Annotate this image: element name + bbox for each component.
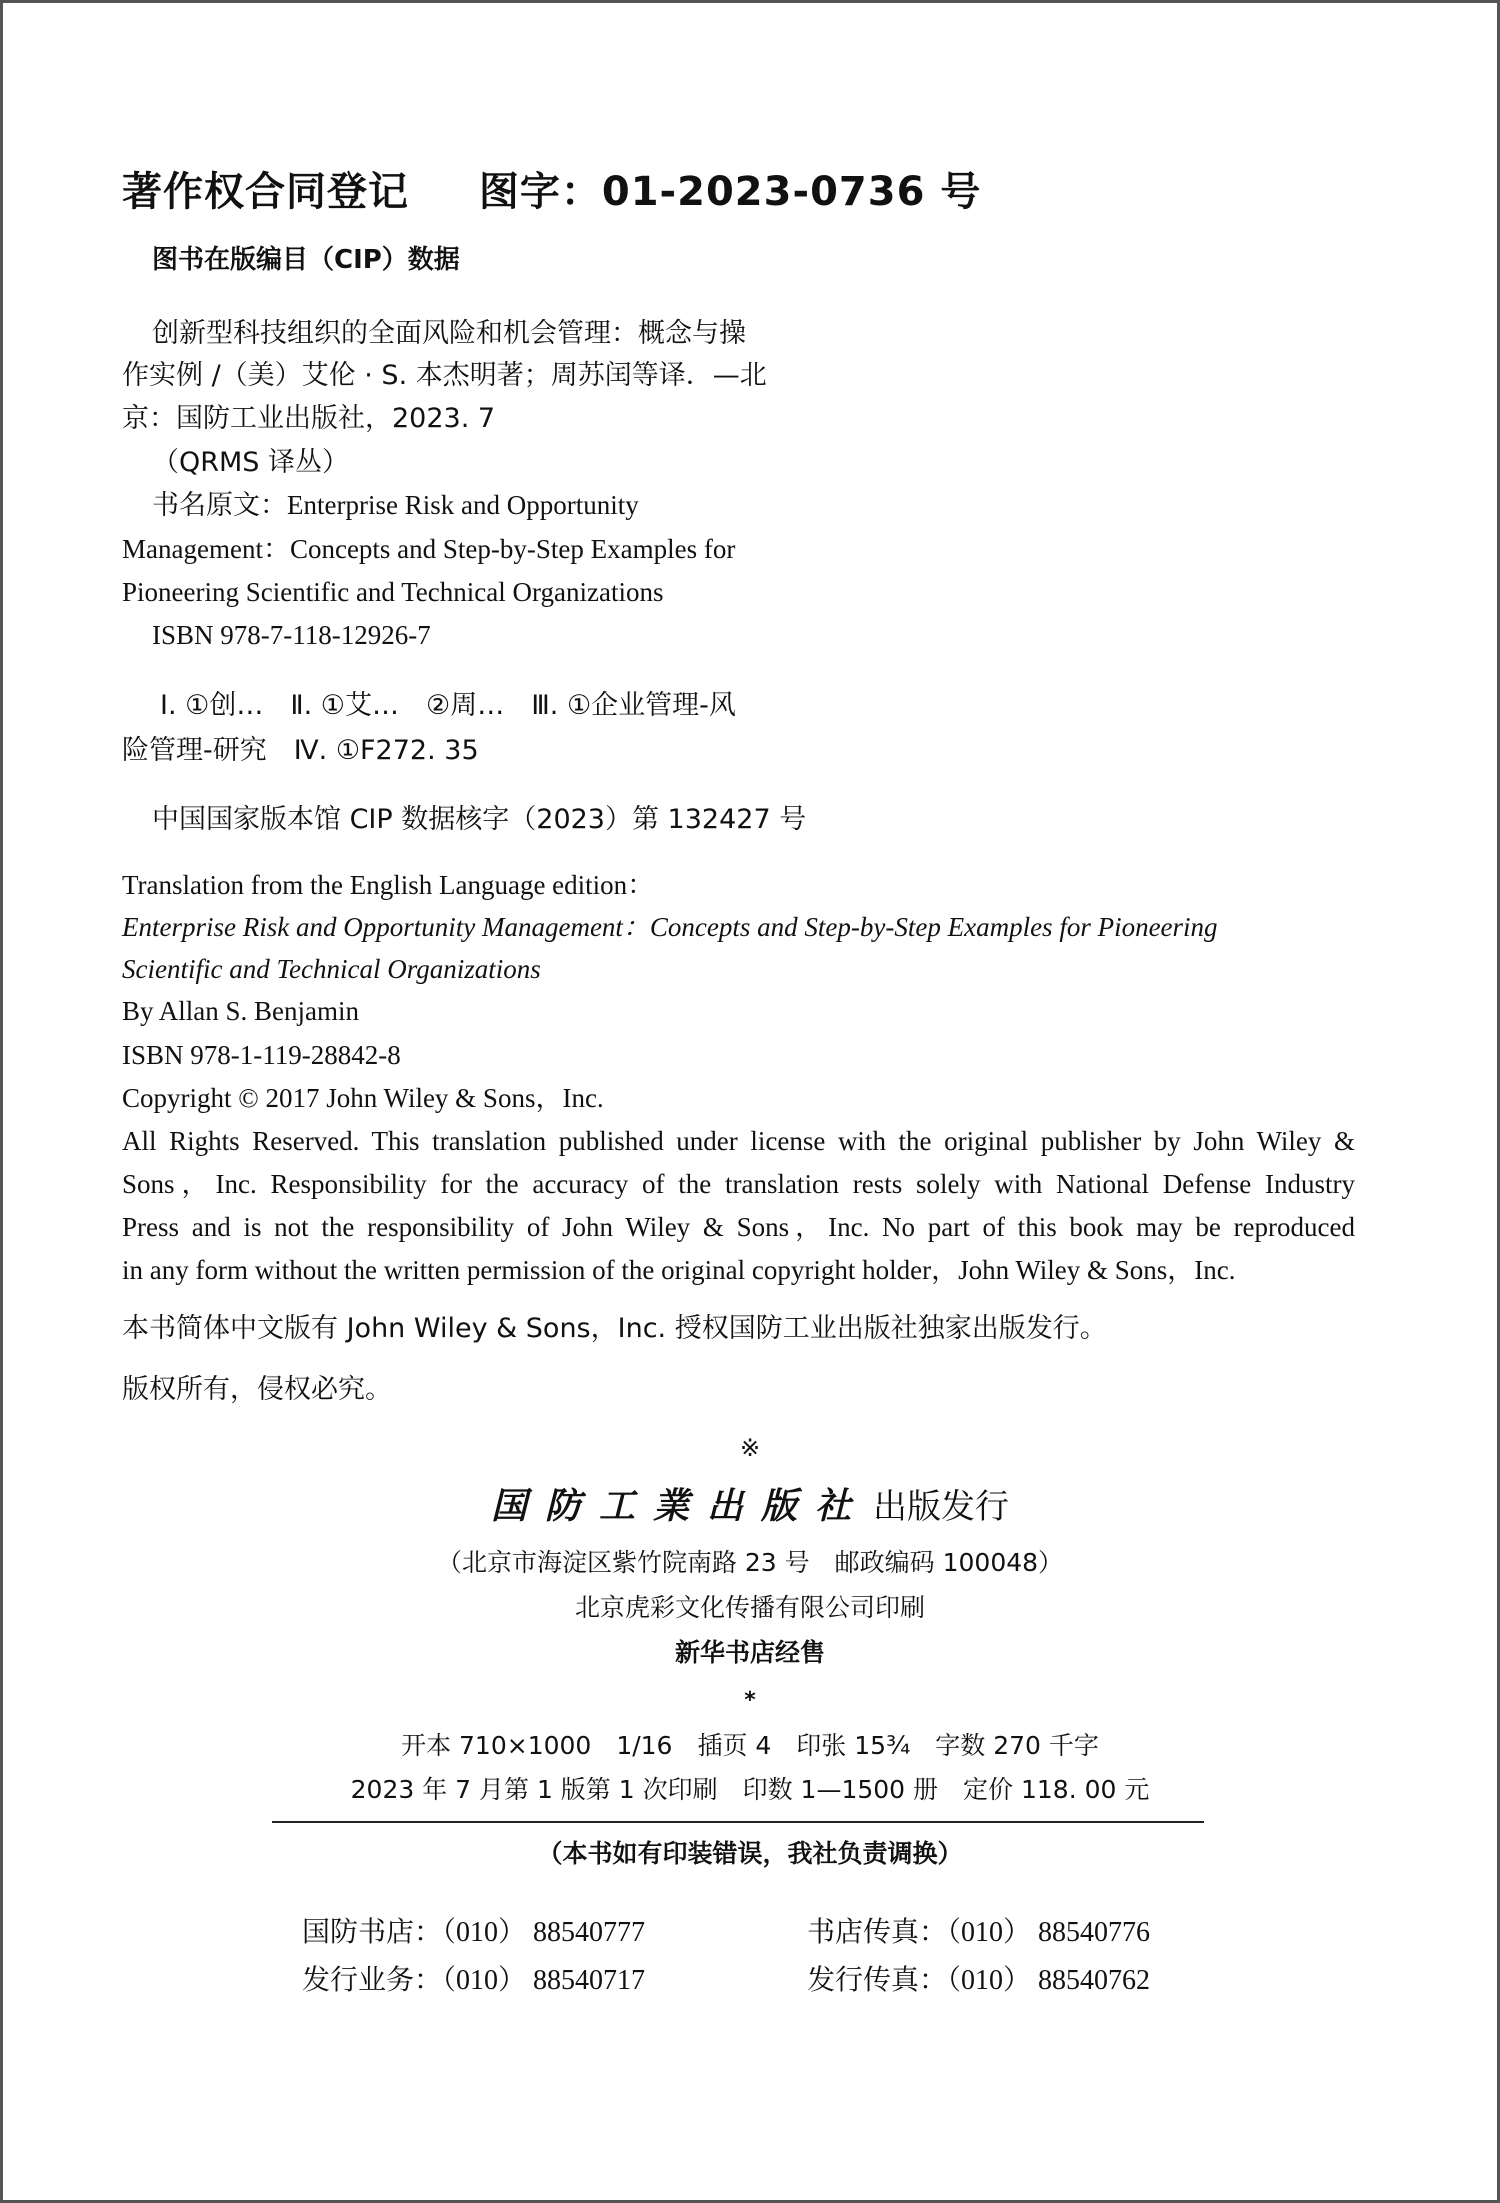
contact-label: 书店传真： bbox=[807, 1915, 948, 1948]
cip-heading: 图书在版编目（CIP）数据 bbox=[152, 245, 460, 275]
contact-distribution bbox=[302, 1963, 646, 1996]
printer: 北京虎彩文化传播有限公司印刷 bbox=[574, 1593, 925, 1622]
contact-phone: （010） 88540762 bbox=[947, 1965, 1151, 1996]
cip-classification: Ⅰ. ①创… Ⅱ. ①艾… ②周… Ⅲ. ①企业管理-风 bbox=[160, 690, 736, 721]
cip-series: （QRMS 译丛） bbox=[152, 447, 350, 478]
original-title: Scientific and Technical Organizations bbox=[122, 954, 541, 984]
registration-label: 著作权合同登记 bbox=[122, 169, 409, 215]
reference-mark-icon: ※ bbox=[739, 1434, 761, 1462]
rights-statement: All Rights Reserved. This translation published under license with the original publisher by John Wiley & bbox=[122, 1126, 1355, 1156]
contact-bookstore bbox=[302, 1915, 646, 1948]
rights-statement: Press and is not the responsibility of John Wiley & Sons，Inc. No part of this book may be reproduced bbox=[122, 1212, 1355, 1242]
chinese-license-statement: 本书简体中文版有 John Wiley & Sons，Inc. 授权国防工业出版社独家出版发行。 bbox=[122, 1313, 1107, 1344]
copyright-registration bbox=[122, 169, 982, 215]
cip-isbn: ISBN 978-7-118-12926-7 bbox=[152, 620, 431, 650]
copyright-notice: Copyright © 2017 John Wiley & Sons，Inc. bbox=[122, 1083, 604, 1113]
translation-intro: Translation from the English Language edition： bbox=[122, 870, 655, 900]
contact-label: 发行传真： bbox=[807, 1963, 948, 1996]
cip-line: Management：Concepts and Step-by-Step Examples for bbox=[122, 534, 736, 564]
cip-original-title: 书名原文：Enterprise Risk and Opportunity bbox=[152, 490, 639, 520]
asterisk-separator: * bbox=[744, 1688, 756, 1713]
contact-label: 发行业务： bbox=[302, 1963, 443, 1996]
distributor: 新华书店经售 bbox=[674, 1638, 825, 1667]
contact-bookstore-fax bbox=[807, 1915, 1151, 1948]
cip-verification-number: 中国国家版本馆 CIP 数据核字（2023）第 132427 号 bbox=[152, 804, 807, 835]
contact-phone: （010） 88540717 bbox=[442, 1965, 646, 1996]
contact-phone: （010） 88540777 bbox=[442, 1917, 646, 1948]
publisher-address: （北京市海淀区紫竹院南路 23 号 邮政编码 100048） bbox=[436, 1548, 1064, 1577]
rights-statement: in any form without the written permission of the original copyright holder，John Wiley & Sons，Inc. bbox=[122, 1255, 1236, 1285]
edition-info: 2023 年 7 月第 1 版第 1 次印刷 印数 1—1500 册 定价 118. 00 元 bbox=[350, 1775, 1150, 1804]
cip-line: 作实例 /（美）艾伦 · S. 本杰明著；周苏闰等译．—北 bbox=[122, 360, 767, 391]
cip-classification: 险管理-研究 Ⅳ. ①F272. 35 bbox=[122, 735, 479, 766]
original-author: By Allan S. Benjamin bbox=[122, 996, 360, 1026]
contact-distribution-fax bbox=[807, 1963, 1151, 1996]
original-title: Enterprise Risk and Opportunity Management：Concepts and Step-by-Step Examples for Pioneering bbox=[122, 912, 1218, 942]
divider bbox=[272, 1821, 1204, 1823]
publisher-logo: 国防工業出版社 bbox=[490, 1485, 869, 1527]
replacement-notice: （本书如有印装错误，我社负责调换） bbox=[537, 1839, 963, 1868]
cip-line: Pioneering Scientific and Technical Organizations bbox=[122, 577, 664, 607]
contact-label: 国防书店： bbox=[302, 1915, 443, 1948]
book-specs: 开本 710×1000 1/16 插页 4 印张 15¾ 字数 270 千字 bbox=[401, 1731, 1099, 1760]
all-rights-reserved: 版权所有，侵权必究。 bbox=[122, 1374, 392, 1405]
cip-line: 创新型科技组织的全面风险和机会管理：概念与操 bbox=[152, 318, 746, 349]
contact-phone: （010） 88540776 bbox=[947, 1917, 1151, 1948]
rights-statement: Sons，Inc. Responsibility for the accuracy of the translation rests solely with National Defense Industry bbox=[122, 1169, 1355, 1199]
registration-number: 图字：01-2023-0736 号 bbox=[478, 169, 982, 215]
publisher-suffix: 出版发行 bbox=[873, 1487, 1009, 1527]
cip-line: 京：国防工业出版社，2023. 7 bbox=[122, 403, 496, 434]
original-isbn: ISBN 978-1-119-28842-8 bbox=[122, 1040, 401, 1070]
publisher-line bbox=[0, 1485, 1500, 1527]
